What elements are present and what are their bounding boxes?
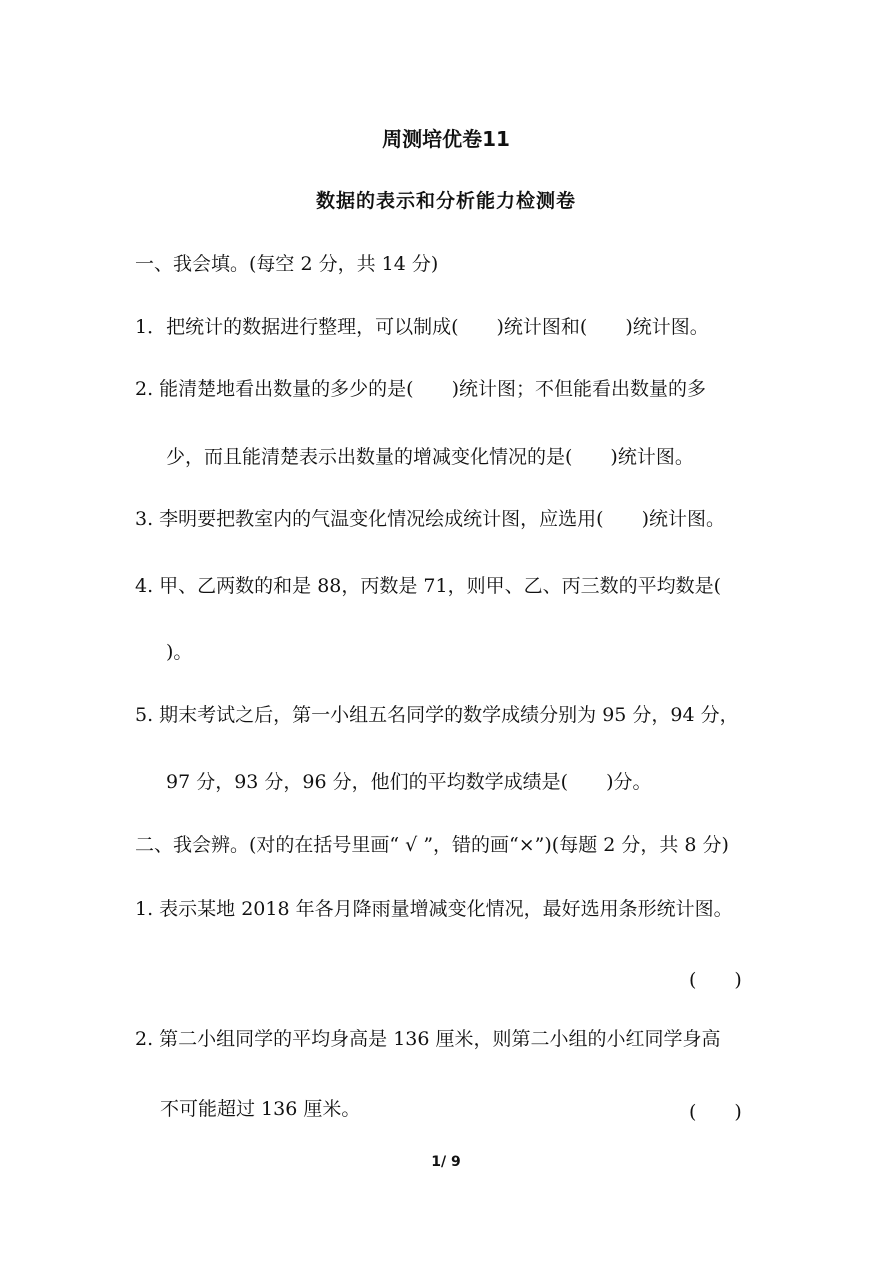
s1-question-5-line1: 5. 期末考试之后，第一小组五名同学的数学成绩分别为 95 分，94 分， xyxy=(135,704,739,726)
s1-question-2-line1: 2. 能清楚地看出数量的多少的是( )统计图；不但能看出数量的多 xyxy=(135,378,706,400)
s1-question-4-line2: )。 xyxy=(166,641,193,663)
section2-heading: 二、我会辨。(对的在括号里画“ √ ”，错的画“×”)(每题 2 分，共 8 分) xyxy=(135,834,729,856)
section1-heading: 一、我会填。(每空 2 分，共 14 分) xyxy=(135,253,439,275)
s2-question-2-line1: 2. 第二小组同学的平均身高是 136 厘米，则第二小组的小红同学身高 xyxy=(135,1028,721,1050)
page-number: 1/ 9 xyxy=(431,1154,461,1170)
s2-question-2-line2: 不可能超过 136 厘米。 xyxy=(160,1098,361,1120)
page-subtitle: 数据的表示和分析能力检测卷 xyxy=(315,190,576,212)
s2-question-1: 1. 表示某地 2018 年各月降雨量增减变化情况，最好选用条形统计图。 xyxy=(135,898,733,920)
s1-question-4-line1: 4. 甲、乙两数的和是 88，丙数是 71，则甲、乙、丙三数的平均数是( xyxy=(135,575,722,597)
s2-question-2-answer-paren: ( ) xyxy=(689,1101,742,1123)
s1-question-3: 3. 李明要把教室内的气温变化情况绘成统计图，应选用( )统计图。 xyxy=(135,508,725,530)
s1-question-1: 1．把统计的数据进行整理，可以制成( )统计图和( )统计图。 xyxy=(135,316,709,338)
s1-question-2-line2: 少，而且能清楚表示出数量的增减变化情况的是( )统计图。 xyxy=(166,446,694,468)
page-title: 周测培优卷11 xyxy=(382,127,510,151)
s2-question-1-answer-paren: ( ) xyxy=(689,969,742,991)
s1-question-5-line2: 97 分，93 分，96 分，他们的平均数学成绩是( )分。 xyxy=(166,771,652,793)
